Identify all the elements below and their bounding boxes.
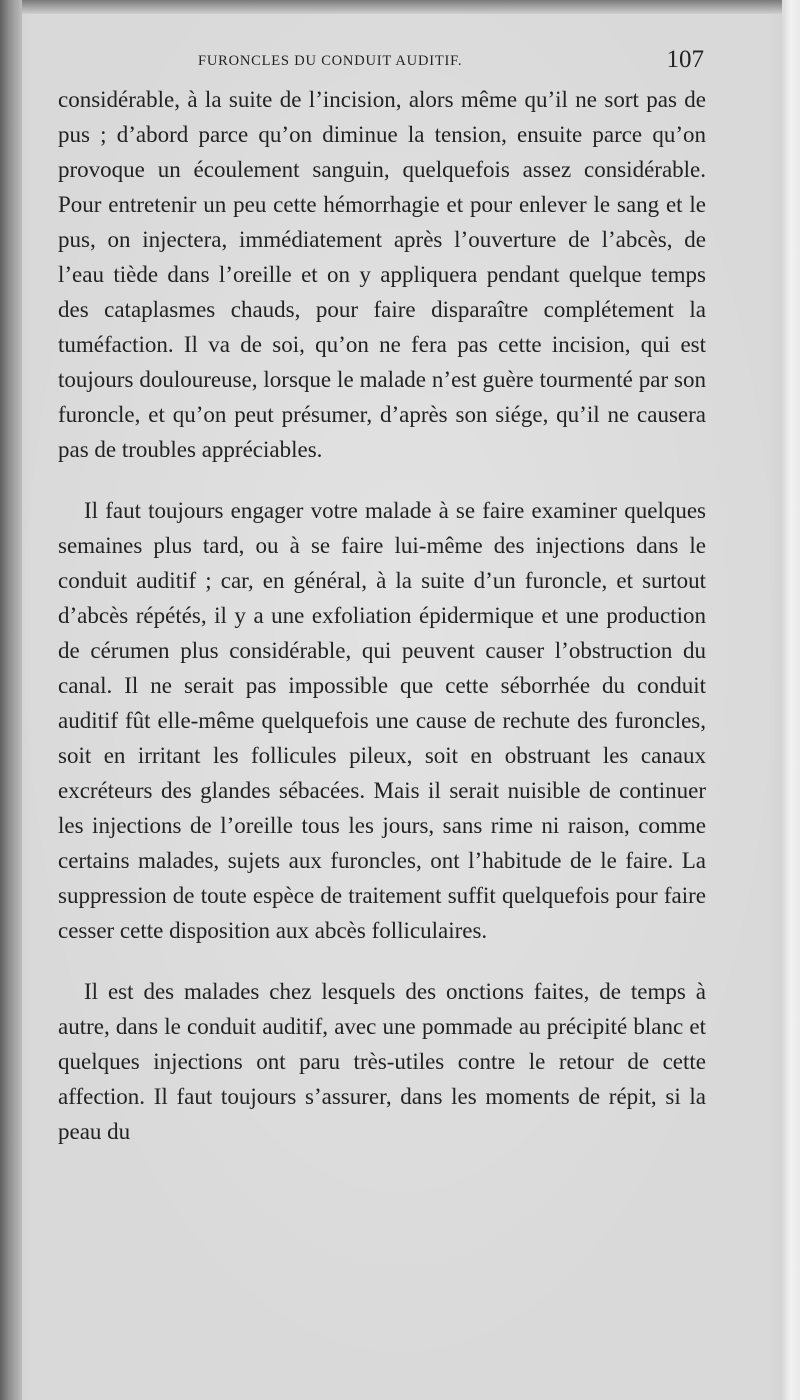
paragraph-onctions: Il est des malades chez lesquels des onctions faites, de temps à autre, dans le conduit auditif, avec une pommade au précipité blanc et quelques injections ont paru très-utiles contre le retour de cette affection. Il faut toujours s’assurer, dans les moments de répit, si la peau du: [58, 979, 706, 1144]
running-title: FURONCLES DU CONDUIT AUDITIF.: [198, 53, 463, 69]
paragraph-injections: Il faut toujours engager votre malade à se faire examiner quelques semaines plus tard, ou à se faire lui-même des injections dans le conduit auditif ; car, en général, à la suite d’un furoncle, et surtout d’abcès répétés, il y a une exfoliation épidermique et une production de cérumen plus considérable, qui peuvent causer l’obstruction du canal. Il ne serait pas impossible que cette séborrhée du conduit auditif fût elle-même quelquefois une cause de rechute des furoncles, soit en irritant les follicules pileux, soit en obstruant les canaux excréteurs des glandes sébacées. Mais il serait nuisible de continuer les injections de l’oreille tous les jours, sans rime ni raison, comme certains malades, sujets aux furoncles, ont l’habitude de le faire. La suppression de toute espèce de traitement suffit quelquefois pour faire cesser cette disposition aux abcès folliculaires.: [58, 498, 706, 943]
page-number: 107: [666, 46, 704, 73]
page-margin-right: [782, 0, 800, 1400]
page-shadow-left: [0, 0, 22, 1400]
paragraph-continuation: considérable, à la suite de l’incision, alors même qu’il ne sort pas de pus ; d’abord parce qu’on diminue la tension, ensuite parce qu’on provoque un écoulement sanguin, quelquefois assez considérable. Pour entretenir un peu cette hémorrhagie et pour enlever le sang et le pus, on injectera, immédiatement après l’ouverture de l’abcès, de l’eau tiède dans l’oreille et on y appliquera pendant quelque temps des cataplasmes chauds, pour faire disparaître complétement la tuméfaction. Il va de soi, qu’on ne fera pas cette incision, qui est toujours douloureuse, lorsque le malade n’est guère tourmenté par son furoncle, et qu’on peut présumer, d’après son siége, qu’il ne causera pas de troubles appréciables.: [58, 87, 706, 462]
running-head: [58, 44, 706, 78]
page-shadow-top: [0, 0, 800, 14]
book-page: [58, 44, 706, 1149]
